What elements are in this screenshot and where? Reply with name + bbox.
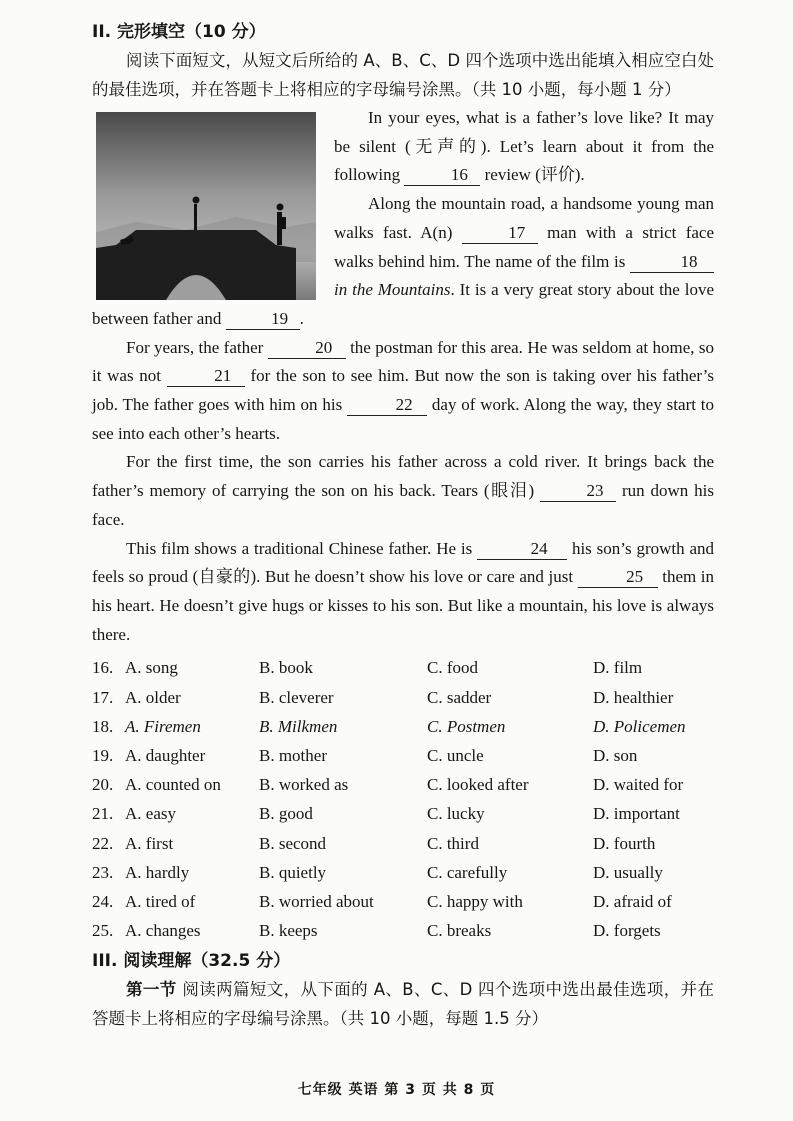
option-a[interactable]: A. easy xyxy=(125,804,176,824)
passage-text: . It is a very great story about the love between father and xyxy=(92,280,714,328)
option-b[interactable]: B. Milkmen xyxy=(259,716,338,736)
section-3-instructions xyxy=(92,975,714,1033)
section-3-title: III. 阅读理解（32.5 分） xyxy=(92,951,291,972)
option-d[interactable]: D. Policemen xyxy=(593,716,686,736)
option-b[interactable]: B. keeps xyxy=(259,921,318,941)
question-number: 24. xyxy=(92,891,114,911)
option-c[interactable]: C. sadder xyxy=(427,687,492,707)
option-row-23 xyxy=(92,858,714,887)
option-a[interactable]: A. daughter xyxy=(125,745,206,765)
blank-21[interactable]: 21 xyxy=(167,366,245,387)
option-b[interactable]: B. worried about xyxy=(259,891,374,911)
blank-24[interactable]: 24 xyxy=(477,539,567,560)
option-b[interactable]: B. good xyxy=(259,804,313,824)
option-b[interactable]: B. book xyxy=(259,658,313,678)
option-b[interactable]: B. worked as xyxy=(259,775,349,795)
option-b[interactable]: B. second xyxy=(259,833,327,853)
option-c[interactable]: C. looked after xyxy=(427,775,529,795)
option-d[interactable]: D. waited for xyxy=(593,775,684,795)
option-d[interactable]: D. afraid of xyxy=(593,891,672,911)
option-a[interactable]: A. changes xyxy=(125,921,201,941)
option-row-25 xyxy=(92,916,714,945)
passage-text: run down his face. xyxy=(92,481,715,529)
passage-text: the postman for this area. He was seldom at home, so it was not xyxy=(92,337,715,386)
question-number: 22. xyxy=(92,833,114,853)
option-row-17 xyxy=(92,683,714,712)
option-c[interactable]: C. food xyxy=(427,658,478,678)
blank-17[interactable]: 17 xyxy=(462,223,538,244)
blank-22[interactable]: 22 xyxy=(347,395,427,416)
option-row-18 xyxy=(92,712,714,741)
passage-text: his son’s growth and feels so proud (自豪的). But he doesn’t show his love or care and just xyxy=(92,538,715,587)
question-number: 19. xyxy=(92,745,114,765)
film-still-image xyxy=(96,112,316,300)
passage-text: review (评价). xyxy=(484,165,585,185)
section-3-instruction-text: 阅读两篇短文，从下面的 A、B、C、D 四个选项中选出最佳选项，并在答题卡上将相应的字母编号涂黑。（共 10 小题，每题 1.5 分） xyxy=(92,980,715,1029)
option-d[interactable]: D. son xyxy=(593,745,638,765)
option-a[interactable]: A. hardly xyxy=(125,862,190,882)
option-a[interactable]: A. first xyxy=(125,833,174,853)
passage-text: In your eyes, what is a father’s love like? It may be silent (无声的). Let’s learn about it from the following xyxy=(334,108,714,185)
option-d[interactable]: D. important xyxy=(593,804,680,824)
passage-text: . xyxy=(299,308,304,328)
blank-19[interactable]: 19 xyxy=(226,309,300,330)
option-b[interactable]: B. mother xyxy=(259,745,327,765)
option-c[interactable]: C. third xyxy=(427,833,479,853)
option-a[interactable]: A. older xyxy=(125,687,181,707)
film-title: in the Mountains xyxy=(334,280,451,300)
question-number: 18. xyxy=(92,716,114,736)
question-number: 25. xyxy=(92,921,114,941)
answer-options xyxy=(92,653,714,945)
section-3-sub-label: 第一节 xyxy=(126,980,177,1000)
option-b[interactable]: B. quietly xyxy=(259,862,327,882)
option-d[interactable]: D. usually xyxy=(593,862,663,882)
option-d[interactable]: D. film xyxy=(593,658,643,678)
page-footer: 七年级 英语 第 3 页 共 8 页 xyxy=(297,1082,496,1098)
option-row-20 xyxy=(92,770,714,799)
option-c[interactable]: C. happy with xyxy=(427,891,523,911)
passage-text: for the son to see him. But now the son is taking over his father’s job. The father goes with him on his xyxy=(92,366,715,415)
cloze-passage xyxy=(92,104,714,649)
passage-text: For years, the father xyxy=(126,337,264,357)
question-number: 21. xyxy=(92,804,114,824)
blank-18[interactable]: 18 xyxy=(630,252,714,273)
option-row-22 xyxy=(92,829,714,858)
passage-text: For the first time, the son carries his father across a cold river. It brings back the father’s memory of carrying the son on his back. Tears (眼泪) xyxy=(92,452,714,501)
question-number: 17. xyxy=(92,687,114,707)
option-row-16 xyxy=(92,653,714,682)
blank-16[interactable]: 16 xyxy=(404,165,480,186)
passage-text: This film shows a traditional Chinese father. He is xyxy=(126,538,473,558)
option-d[interactable]: D. fourth xyxy=(593,833,656,853)
option-c[interactable]: C. uncle xyxy=(427,745,484,765)
question-number: 23. xyxy=(92,862,114,882)
option-a[interactable]: A. tired of xyxy=(125,891,196,911)
option-a[interactable]: A. song xyxy=(125,658,178,678)
question-number: 16. xyxy=(92,658,114,678)
blank-23[interactable]: 23 xyxy=(540,481,616,502)
option-row-21 xyxy=(92,799,714,828)
option-c[interactable]: C. lucky xyxy=(427,804,485,824)
passage-text: day of work. Along the way, they start to see into each other’s hearts. xyxy=(92,395,715,443)
option-row-19 xyxy=(92,741,714,770)
exam-page xyxy=(92,16,714,1033)
passage-text: them in his heart. He doesn’t give hugs or kisses to his son. But like a mountain, his love is always there. xyxy=(92,567,715,644)
option-c[interactable]: C. carefully xyxy=(427,862,508,882)
blank-20[interactable]: 20 xyxy=(268,338,346,359)
passage-text: Along the mountain road, a handsome young man walks fast. A(n) xyxy=(334,194,714,242)
option-c[interactable]: C. Postmen xyxy=(427,716,506,736)
film-still-illustration xyxy=(96,112,316,300)
passage-text: man with a strict face walks behind him. The name of the film is xyxy=(334,222,715,271)
section-2-instructions: 阅读下面短文，从短文后所给的 A、B、C、D 四个选项中选出能填入相应空白处的最佳选项，并在答题卡上将相应的字母编号涂黑。（共 10 小题，每小题 1 分） xyxy=(92,51,714,99)
option-c[interactable]: C. breaks xyxy=(427,921,492,941)
option-d[interactable]: D. forgets xyxy=(593,921,661,941)
question-number: 20. xyxy=(92,775,114,795)
blank-25[interactable]: 25 xyxy=(578,567,658,588)
option-row-24 xyxy=(92,887,714,916)
option-b[interactable]: B. cleverer xyxy=(259,687,334,707)
option-d[interactable]: D. healthier xyxy=(593,687,674,707)
option-a[interactable]: A. Firemen xyxy=(125,716,201,736)
option-a[interactable]: A. counted on xyxy=(125,775,221,795)
section-2-title: II. 完形填空（10 分） xyxy=(92,22,266,42)
